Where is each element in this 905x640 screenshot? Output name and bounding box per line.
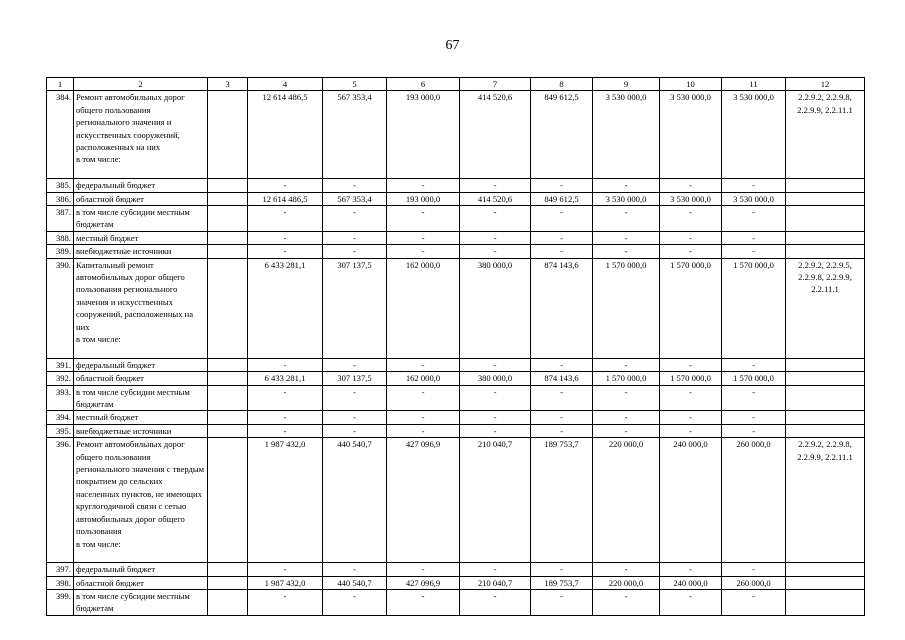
budget-table — [46, 77, 865, 616]
table-cell: 1 570 000,0 — [593, 372, 660, 385]
header-row — [47, 78, 865, 91]
row-number: 393. — [47, 385, 74, 411]
table-cell: - — [531, 424, 593, 437]
table-cell: - — [722, 424, 786, 437]
table-cell: 874 143,6 — [531, 372, 593, 385]
column-header: 5 — [323, 78, 387, 91]
table-cell: - — [460, 206, 531, 232]
table-cell: - — [722, 206, 786, 232]
row-number: 394. — [47, 411, 74, 424]
row-name: внебюджетные источники — [74, 424, 208, 437]
column-header: 11 — [722, 78, 786, 91]
table-cell: 1 570 000,0 — [722, 372, 786, 385]
column-header: 6 — [387, 78, 460, 91]
table-cell — [208, 576, 248, 589]
table-cell: 849 612,5 — [531, 192, 593, 205]
table-cell: - — [660, 245, 722, 258]
column-header: 4 — [248, 78, 323, 91]
table-cell: 1 987 432,0 — [248, 576, 323, 589]
table-cell: - — [531, 385, 593, 411]
row-number: 388. — [47, 231, 74, 244]
table-cell: - — [722, 590, 786, 616]
row-name: Капитальный ремонт автомобильных дорог общего пользования регионального значения и искусственных сооружений, расположенных на них в том числе: — [74, 258, 208, 358]
table-cell: 874 143,6 — [531, 258, 593, 358]
table-cell: - — [460, 358, 531, 371]
table-cell: 240 000,0 — [660, 438, 722, 563]
table-cell: - — [460, 563, 531, 576]
table-cell: - — [387, 179, 460, 192]
table-cell: 12 614 486,5 — [248, 192, 323, 205]
row-codes — [786, 358, 865, 371]
table-row — [47, 385, 865, 411]
row-codes — [786, 563, 865, 576]
table-cell: - — [248, 206, 323, 232]
table-cell: - — [660, 590, 722, 616]
table-cell: 380 000,0 — [460, 258, 531, 358]
table-cell — [208, 192, 248, 205]
table-row — [47, 192, 865, 205]
table-cell: - — [248, 245, 323, 258]
table-row — [47, 563, 865, 576]
table-cell: 1 570 000,0 — [593, 258, 660, 358]
table-cell — [208, 179, 248, 192]
table-cell — [208, 385, 248, 411]
row-codes: 2.2.9.2, 2.2.9.8, 2.2.9.9, 2.2.11.1 — [786, 438, 865, 563]
table-cell: 414 520,6 — [460, 192, 531, 205]
table-cell: - — [531, 411, 593, 424]
table-cell — [208, 372, 248, 385]
table-cell: 3 530 000,0 — [593, 91, 660, 179]
table-cell: 162 000,0 — [387, 258, 460, 358]
table-cell: - — [460, 424, 531, 437]
table-cell — [208, 590, 248, 616]
row-name: местный бюджет — [74, 231, 208, 244]
row-codes — [786, 231, 865, 244]
row-number: 391. — [47, 358, 74, 371]
row-name: в том числе субсидии местным бюджетам — [74, 206, 208, 232]
row-codes — [786, 590, 865, 616]
row-codes — [786, 206, 865, 232]
table-cell: 440 540,7 — [323, 576, 387, 589]
table-cell: - — [387, 411, 460, 424]
table-cell: 567 353,4 — [323, 192, 387, 205]
table-cell: 567 353,4 — [323, 91, 387, 179]
table-row — [47, 411, 865, 424]
table-cell: - — [323, 206, 387, 232]
table-cell: 220 000,0 — [593, 576, 660, 589]
table-cell — [208, 245, 248, 258]
table-cell: - — [660, 563, 722, 576]
table-cell: - — [722, 245, 786, 258]
row-number: 399. — [47, 590, 74, 616]
row-number: 384. — [47, 91, 74, 179]
table-cell: - — [593, 563, 660, 576]
row-name: федеральный бюджет — [74, 358, 208, 371]
table-cell: 380 000,0 — [460, 372, 531, 385]
table-cell: 1 570 000,0 — [660, 258, 722, 358]
row-name: федеральный бюджет — [74, 563, 208, 576]
table-cell: - — [387, 358, 460, 371]
row-number: 390. — [47, 258, 74, 358]
table-cell: 189 753,7 — [531, 438, 593, 563]
table-row — [47, 231, 865, 244]
table-cell: 3 530 000,0 — [660, 91, 722, 179]
table-cell: - — [323, 563, 387, 576]
table-cell: 162 000,0 — [387, 372, 460, 385]
table-cell: 427 096,9 — [387, 438, 460, 563]
table-cell: 1 570 000,0 — [660, 372, 722, 385]
column-header: 8 — [531, 78, 593, 91]
row-number: 398. — [47, 576, 74, 589]
table-cell — [208, 424, 248, 437]
column-header: 12 — [786, 78, 865, 91]
table-cell: - — [593, 424, 660, 437]
table-cell: 3 530 000,0 — [660, 192, 722, 205]
table-cell: - — [531, 590, 593, 616]
table-row — [47, 576, 865, 589]
table-cell: - — [531, 245, 593, 258]
table-cell: - — [722, 385, 786, 411]
table-cell: 1 987 432,0 — [248, 438, 323, 563]
row-name: местный бюджет — [74, 411, 208, 424]
row-codes — [786, 372, 865, 385]
table-cell: - — [248, 179, 323, 192]
page-number: 67 — [445, 38, 460, 53]
table-cell: - — [722, 179, 786, 192]
table-cell: - — [531, 179, 593, 192]
table-cell — [208, 206, 248, 232]
table-cell: - — [531, 231, 593, 244]
row-name: областной бюджет — [74, 192, 208, 205]
table-cell: - — [323, 358, 387, 371]
table-row — [47, 424, 865, 437]
table-cell: - — [323, 245, 387, 258]
table-cell: - — [660, 206, 722, 232]
table-cell — [208, 563, 248, 576]
table-cell — [208, 91, 248, 179]
table-cell: - — [593, 411, 660, 424]
table-cell: - — [460, 590, 531, 616]
table-cell: - — [660, 411, 722, 424]
row-name: областной бюджет — [74, 576, 208, 589]
row-name: Ремонт автомобильных дорог общего пользования регионального значения с твердым покрытием до сельских населенных пунктов, не имеющих круглогодичной связи с сетью автомобильных дорог общего пользования в том числе: — [74, 438, 208, 563]
table-cell: - — [593, 385, 660, 411]
table-cell: 6 433 281,1 — [248, 258, 323, 358]
table-cell: - — [387, 424, 460, 437]
table-cell: 3 530 000,0 — [593, 192, 660, 205]
table-cell: - — [722, 563, 786, 576]
table-cell: 3 530 000,0 — [722, 91, 786, 179]
table-row — [47, 590, 865, 616]
table-cell: - — [248, 231, 323, 244]
row-number: 385. — [47, 179, 74, 192]
table-cell: - — [722, 411, 786, 424]
row-name: федеральный бюджет — [74, 179, 208, 192]
table-cell: - — [593, 358, 660, 371]
table-cell: 3 530 000,0 — [722, 192, 786, 205]
table-row — [47, 206, 865, 232]
table-cell: - — [387, 231, 460, 244]
table-row — [47, 179, 865, 192]
row-name: внебюджетные источники — [74, 245, 208, 258]
row-codes — [786, 245, 865, 258]
column-header: 3 — [208, 78, 248, 91]
table-cell: 210 040,7 — [460, 576, 531, 589]
table-cell — [208, 358, 248, 371]
table-cell: 189 753,7 — [531, 576, 593, 589]
row-codes — [786, 424, 865, 437]
table-cell: 220 000,0 — [593, 438, 660, 563]
row-codes — [786, 192, 865, 205]
row-codes: 2.2.9.2, 2.2.9.8, 2.2.9.9, 2.2.11.1 — [786, 91, 865, 179]
table-row — [47, 358, 865, 371]
row-codes — [786, 576, 865, 589]
table-cell: - — [531, 206, 593, 232]
table-cell — [208, 438, 248, 563]
row-number: 396. — [47, 438, 74, 563]
column-header: 10 — [660, 78, 722, 91]
table-cell: 260 000,0 — [722, 438, 786, 563]
row-codes — [786, 411, 865, 424]
table-cell: - — [593, 245, 660, 258]
row-codes — [786, 179, 865, 192]
table-cell: - — [248, 563, 323, 576]
table-cell: - — [660, 424, 722, 437]
table-cell: - — [323, 385, 387, 411]
table-cell: - — [460, 245, 531, 258]
table-cell: - — [248, 411, 323, 424]
row-number: 389. — [47, 245, 74, 258]
table-cell: - — [460, 179, 531, 192]
table-row — [47, 438, 865, 563]
table-cell: - — [722, 358, 786, 371]
table-row — [47, 372, 865, 385]
table-cell: - — [323, 231, 387, 244]
table-cell: - — [323, 424, 387, 437]
row-name: в том числе субсидии местным бюджетам — [74, 590, 208, 616]
table-cell: - — [722, 231, 786, 244]
table-cell: - — [248, 590, 323, 616]
table-cell — [208, 231, 248, 244]
table-cell: - — [593, 206, 660, 232]
row-number: 395. — [47, 424, 74, 437]
table-cell: 307 137,5 — [323, 258, 387, 358]
table-cell: 6 433 281,1 — [248, 372, 323, 385]
row-name: Ремонт автомобильных дорог общего пользования регионального значения и искусственных сооружений, расположенных на них в том числе: — [74, 91, 208, 179]
table-cell: - — [387, 206, 460, 232]
row-codes: 2.2.9.2, 2.2.9.5, 2.2.9.8, 2.2.9.9, 2.2.11.1 — [786, 258, 865, 358]
table-cell: 414 520,6 — [460, 91, 531, 179]
table-cell: 193 000,0 — [387, 192, 460, 205]
table-cell: - — [660, 231, 722, 244]
table-cell: - — [593, 179, 660, 192]
table-cell: 440 540,7 — [323, 438, 387, 563]
table-cell: - — [323, 411, 387, 424]
column-header: 9 — [593, 78, 660, 91]
table-cell: - — [460, 385, 531, 411]
table-cell: - — [248, 424, 323, 437]
table-cell: - — [248, 358, 323, 371]
table-cell: 427 096,9 — [387, 576, 460, 589]
table-cell: - — [387, 245, 460, 258]
row-number: 397. — [47, 563, 74, 576]
table-cell: - — [660, 385, 722, 411]
row-number: 387. — [47, 206, 74, 232]
table-cell: - — [531, 358, 593, 371]
table-cell: 1 570 000,0 — [722, 258, 786, 358]
table-cell: - — [660, 179, 722, 192]
table-cell: - — [593, 231, 660, 244]
table-cell: - — [248, 385, 323, 411]
table-cell: 193 000,0 — [387, 91, 460, 179]
table-cell: - — [531, 563, 593, 576]
table-cell: - — [323, 179, 387, 192]
table-cell: - — [460, 231, 531, 244]
column-header: 1 — [47, 78, 74, 91]
row-codes — [786, 385, 865, 411]
table-row — [47, 258, 865, 358]
table-cell — [208, 258, 248, 358]
table-cell: - — [387, 590, 460, 616]
table-row — [47, 91, 865, 179]
table-row — [47, 245, 865, 258]
table-cell: - — [460, 411, 531, 424]
table-cell — [208, 411, 248, 424]
table-cell: - — [593, 590, 660, 616]
table-cell: 12 614 486,5 — [248, 91, 323, 179]
column-header: 2 — [74, 78, 208, 91]
column-header: 7 — [460, 78, 531, 91]
table-cell: - — [387, 563, 460, 576]
table-cell: 210 040,7 — [460, 438, 531, 563]
row-number: 392. — [47, 372, 74, 385]
row-name: в том числе субсидии местным бюджетам — [74, 385, 208, 411]
row-number: 386. — [47, 192, 74, 205]
table-cell: - — [387, 385, 460, 411]
table-cell: 849 612,5 — [531, 91, 593, 179]
table-cell: 307 137,5 — [323, 372, 387, 385]
table-cell: 260 000,0 — [722, 576, 786, 589]
table-cell: 240 000,0 — [660, 576, 722, 589]
row-name: областной бюджет — [74, 372, 208, 385]
table-cell: - — [660, 358, 722, 371]
table-cell: - — [323, 590, 387, 616]
